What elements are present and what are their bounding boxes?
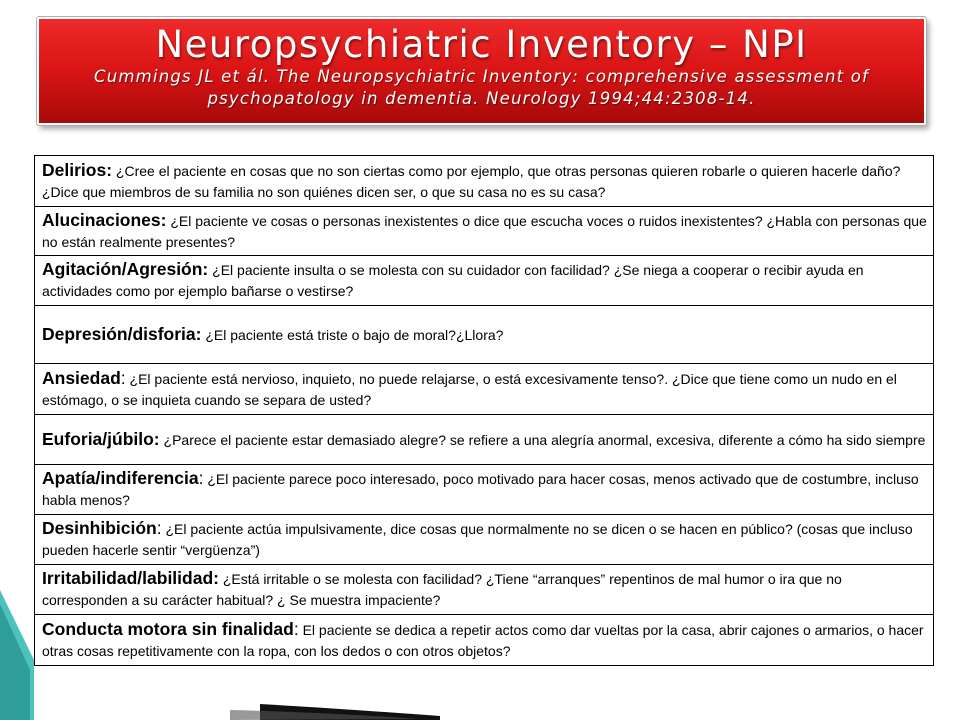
item-cell	[35, 256, 934, 306]
item-term: Conducta motora sin finalidad	[42, 618, 294, 639]
item-term: Irritabilidad/labilidad:	[42, 568, 219, 588]
item-cell	[35, 207, 934, 256]
item-term: Agitación/Agresión:	[42, 259, 209, 279]
page-title: Neuropsychiatric Inventory – NPI	[155, 23, 808, 66]
item-description: ¿El paciente actúa impulsivamente, dice cosas que normalmente no se dicen o se hacen en público? (cosas que incluso pueden hacerle sentir “vergüenza”)	[42, 521, 913, 558]
item-separator: :	[156, 518, 162, 538]
item-description: ¿El paciente ve cosas o personas inexistentes o dice que escucha voces o ruidos inexistentes? ¿Habla con personas que no están realmente presentes?	[42, 212, 927, 250]
table-row	[35, 465, 934, 515]
item-cell	[35, 156, 934, 207]
table-row	[35, 207, 934, 256]
item-description: El paciente se dedica a repetir actos como dar vueltas por la casa, abrir cajones o armarios, o hacer otras cosas repetitivamente con la ropa, con los dedos o con otros objetos?	[42, 621, 924, 659]
table-row	[35, 364, 934, 415]
item-term: Euforia/júbilo:	[42, 428, 160, 449]
item-cell	[35, 465, 934, 515]
item-description: ¿El paciente insulta o se molesta con su cuidador con facilidad? ¿Se niega a cooperar o recibir ayuda en actividades como por ejemplo bañarse o vestirse?	[42, 262, 864, 299]
item-description: ¿El paciente está triste o bajo de moral?¿Llora?	[205, 326, 504, 343]
item-term: Depresión/disforia:	[42, 323, 202, 344]
item-cell	[35, 515, 934, 565]
item-term: Delirios:	[42, 159, 113, 180]
item-cell	[35, 364, 934, 415]
item-term: Apatía/indiferencia	[42, 468, 199, 488]
item-cell	[35, 415, 934, 465]
item-term: Alucinaciones:	[42, 209, 167, 230]
item-description: ¿Parece el paciente estar demasiado alegre? se refiere a una alegría anormal, excesiva, diferente a cómo ha sido siempre	[163, 431, 926, 448]
item-description: ¿Está irritable o se molesta con facilidad? ¿Tiene “arranques” repentinos de mal humor o ira que no corresponden a su carácter habitual? ¿ Se muestra impaciente?	[42, 571, 842, 608]
citation-line-2: psychopatology in dementia. Neurology 1994;44:2308-14.	[207, 89, 756, 108]
item-separator: :	[120, 367, 126, 388]
item-term: Ansiedad	[42, 367, 121, 388]
item-description: ¿El paciente está nervioso, inquieto, no puede relajarse, o está excesivamente tenso?. ¿Dice que tiene como un nudo en el estómago, o se inquieta cuando se separa de usted?	[42, 370, 897, 408]
citation-line-1: Cummings JL et ál. The Neuropsychiatric Inventory: comprehensive assessment of	[93, 67, 870, 86]
title-banner	[37, 17, 926, 125]
item-separator: :	[198, 468, 204, 488]
item-separator: :	[293, 618, 299, 639]
table-row	[35, 515, 934, 565]
item-description: ¿Cree el paciente en cosas que no son ciertas como por ejemplo, que otras personas quieren robarle o quieren hacerle daño? ¿Dice que miembros de su familia no son quiénes dicen ser, o que su casa no es su casa?	[42, 162, 901, 200]
table-row	[35, 415, 934, 465]
item-term: Desinhibición	[42, 518, 157, 538]
decorative-swoosh	[0, 590, 460, 720]
item-cell	[35, 306, 934, 364]
table-row	[35, 306, 934, 364]
item-description: ¿El paciente parece poco interesado, poco motivado para hacer cosas, menos activado que de costumbre, incluso habla menos?	[42, 471, 919, 508]
table-row	[35, 256, 934, 306]
table-row	[35, 156, 934, 207]
